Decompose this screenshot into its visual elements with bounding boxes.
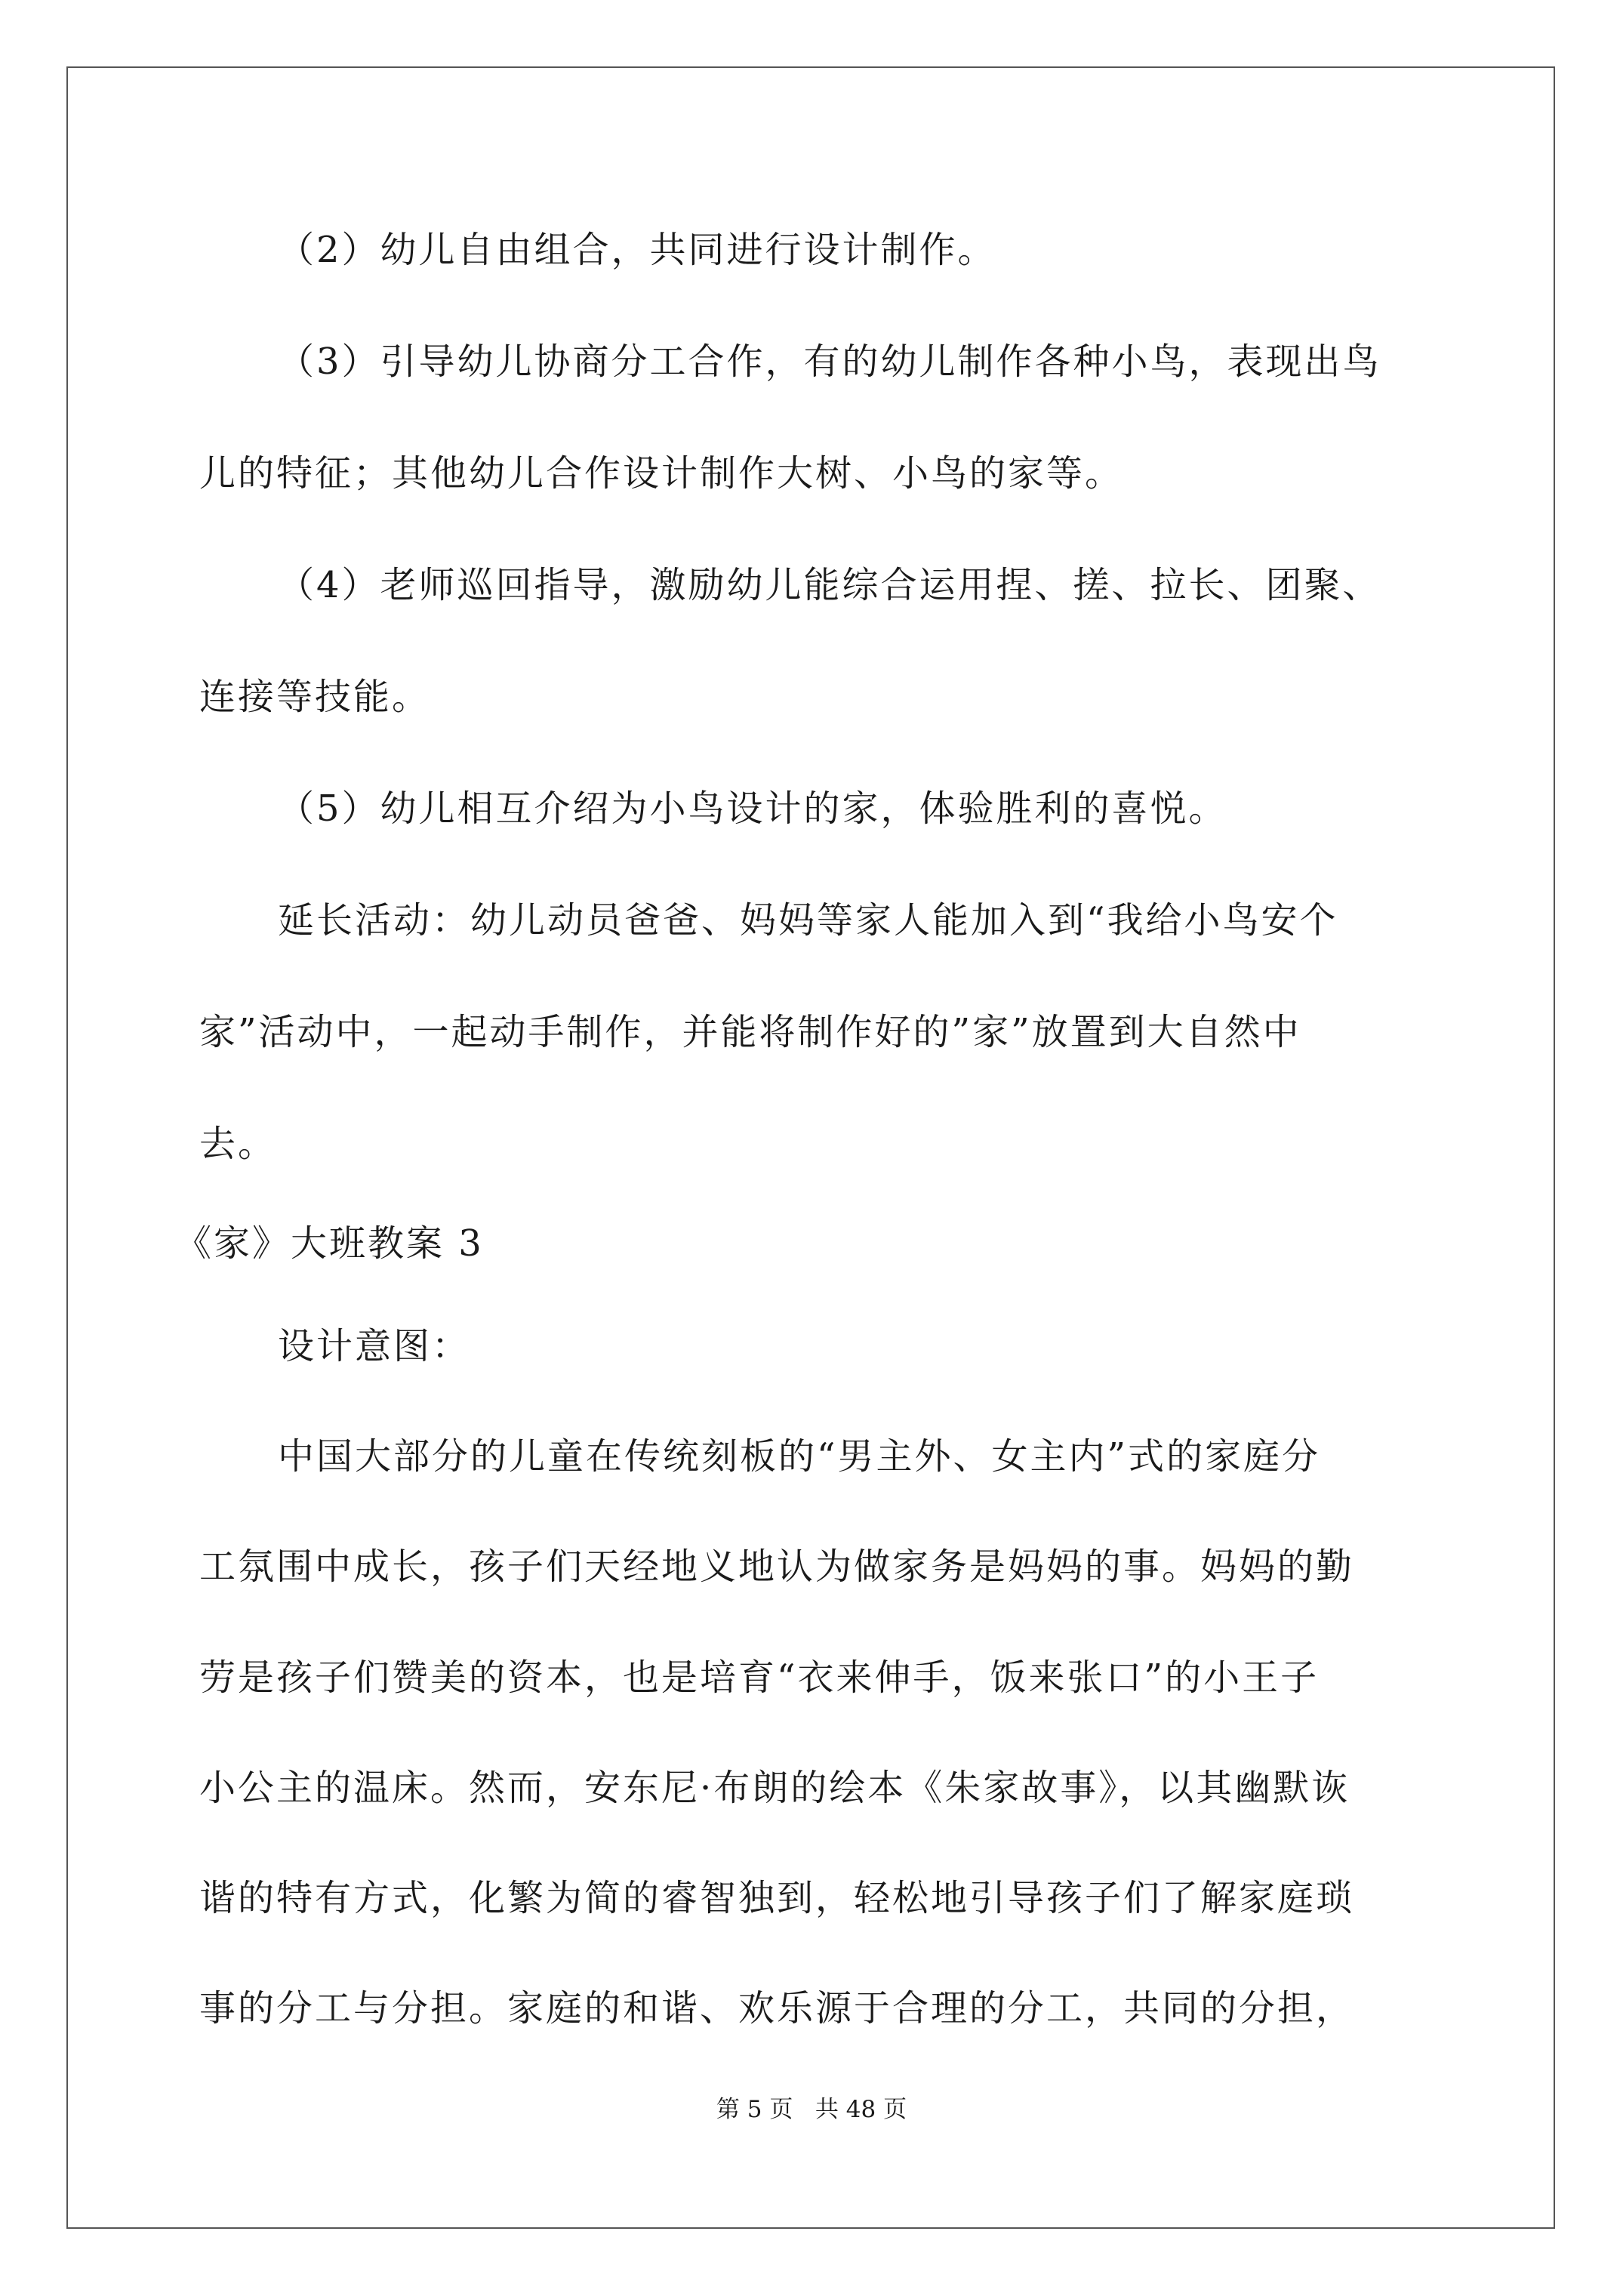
paragraph-intent-line-1: 中国大部分的儿童在传统刻板的“男主外、女主内”式的家庭分 — [278, 1435, 1321, 1478]
paragraph-intent-line-5: 谐的特有方式，化繁为简的睿智独到，轻松地引导孩子们了解家庭琐 — [199, 1877, 1355, 1919]
paragraph-step-3-line-2: 儿的特征；其他幼儿合作设计制作大树、小鸟的家等。 — [199, 452, 1124, 495]
design-intent-heading: 设计意图： — [278, 1325, 471, 1367]
paragraph-step-3-line-1: （3）引导幼儿协商分工合作，有的幼儿制作各种小鸟，表现出鸟 — [278, 341, 1381, 383]
section-title: 《家》大班教案 3 — [175, 1222, 484, 1265]
paragraph-intent-line-4: 小公主的温床。然而，安东尼·布朗的绘本《朱家故事》，以其幽默诙 — [199, 1767, 1350, 1809]
paragraph-step-5: （5）幼儿相互介绍为小鸟设计的家，体验胜利的喜悦。 — [278, 787, 1227, 830]
page-footer: 第 5 页 共 48 页 — [716, 2096, 907, 2123]
paragraph-step-2: （2）幼儿自由组合，共同进行设计制作。 — [278, 229, 996, 271]
paragraph-step-4-line-2: 连接等技能。 — [199, 676, 431, 718]
paragraph-intent-line-2: 工氛围中成长，孩子们天经地义地认为做家务是妈妈的事。妈妈的勤 — [199, 1546, 1355, 1588]
paragraph-intent-line-6: 事的分工与分担。家庭的和谐、欢乐源于合理的分工，共同的分担， — [199, 1987, 1355, 2029]
paragraph-extension-line-1: 延长活动：幼儿动员爸爸、妈妈等家人能加入到“我给小鸟安个 — [278, 899, 1338, 942]
paragraph-extension-line-2: 家”活动中，一起动手制作，并能将制作好的”家”放置到大自然中 — [199, 1011, 1301, 1053]
paragraph-step-4-line-1: （4）老师巡回指导，激励幼儿能综合运用捏、搓、拉长、团聚、 — [278, 564, 1381, 606]
paragraph-intent-line-3: 劳是孩子们赞美的资本，也是培育“衣来伸手，饭来张口”的小王子 — [199, 1657, 1320, 1699]
paragraph-extension-line-3: 去。 — [199, 1123, 277, 1165]
